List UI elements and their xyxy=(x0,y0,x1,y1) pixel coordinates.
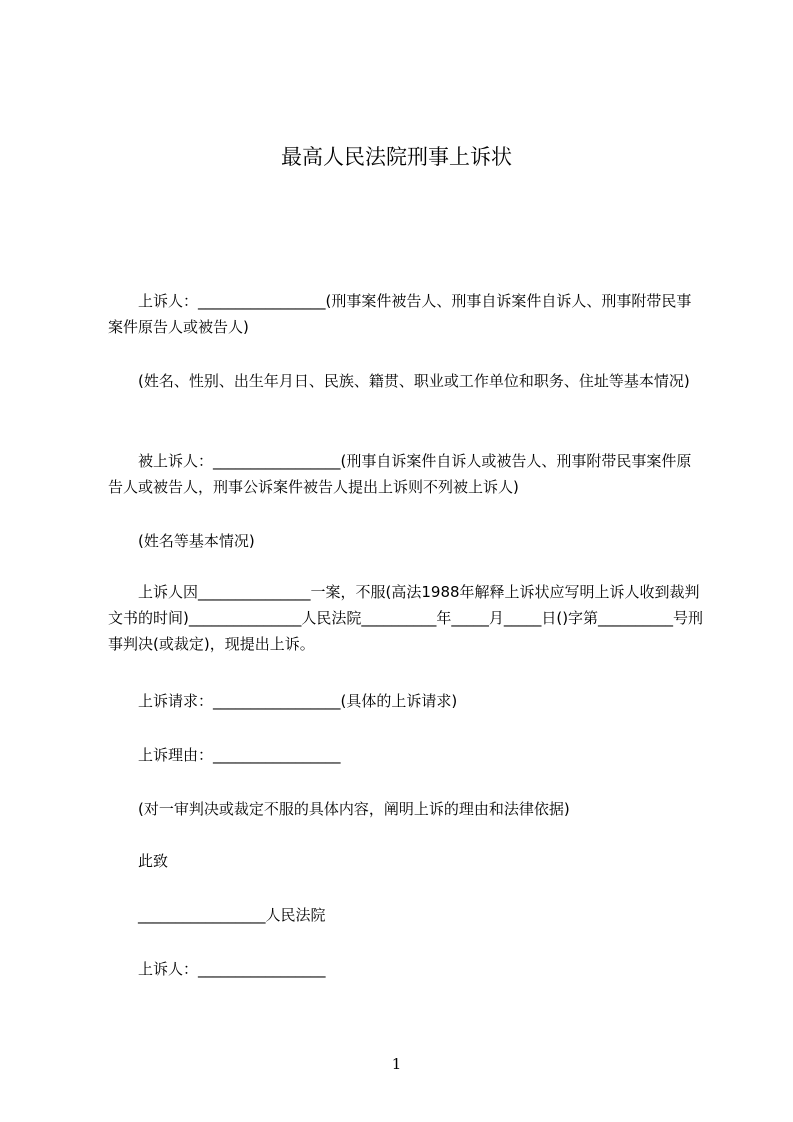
appellee-paragraph: 被上诉人：_________________(刑事自诉案件自诉人或被告人、刑事附带民事案件原告人或被告人，刑事公诉案件被告人提出上诉则不列被上诉人) xyxy=(108,452,692,496)
document-title: 最高人民法院刑事上诉状 xyxy=(281,145,512,169)
appellee-info-note: (姓名等基本情况) xyxy=(138,532,255,550)
salutation-line: 此致 xyxy=(138,852,169,870)
appellant-paragraph: 上诉人：_________________(刑事案件被告人、刑事自诉案件自诉人、刑事附带民事案件原告人或被告人) xyxy=(108,292,692,336)
case-statement-paragraph: 上诉人因_______________一案，不服(高法1988年解释上诉状应写明上诉人收到裁判文书的时间)_______________人民法院__________年_____月_____日()字第__________号刑事判决(或裁定)，现提出上诉。 xyxy=(108,583,704,653)
appeal-reason-note: (对一审判决或裁定不服的具体内容，阐明上诉的理由和法律依据) xyxy=(138,800,570,818)
appeal-request-line: 上诉请求：_________________(具体的上诉请求) xyxy=(138,692,458,710)
court-addressee-line: _________________人民法院 xyxy=(138,906,326,924)
appellant-info-note: (姓名、性别、出生年月日、民族、籍贯、职业或工作单位和职务、住址等基本情况) xyxy=(138,372,690,390)
signature-line: 上诉人：_________________ xyxy=(138,960,326,978)
page-number: 1 xyxy=(391,1055,402,1073)
appeal-reason-line: 上诉理由：_________________ xyxy=(138,746,341,764)
